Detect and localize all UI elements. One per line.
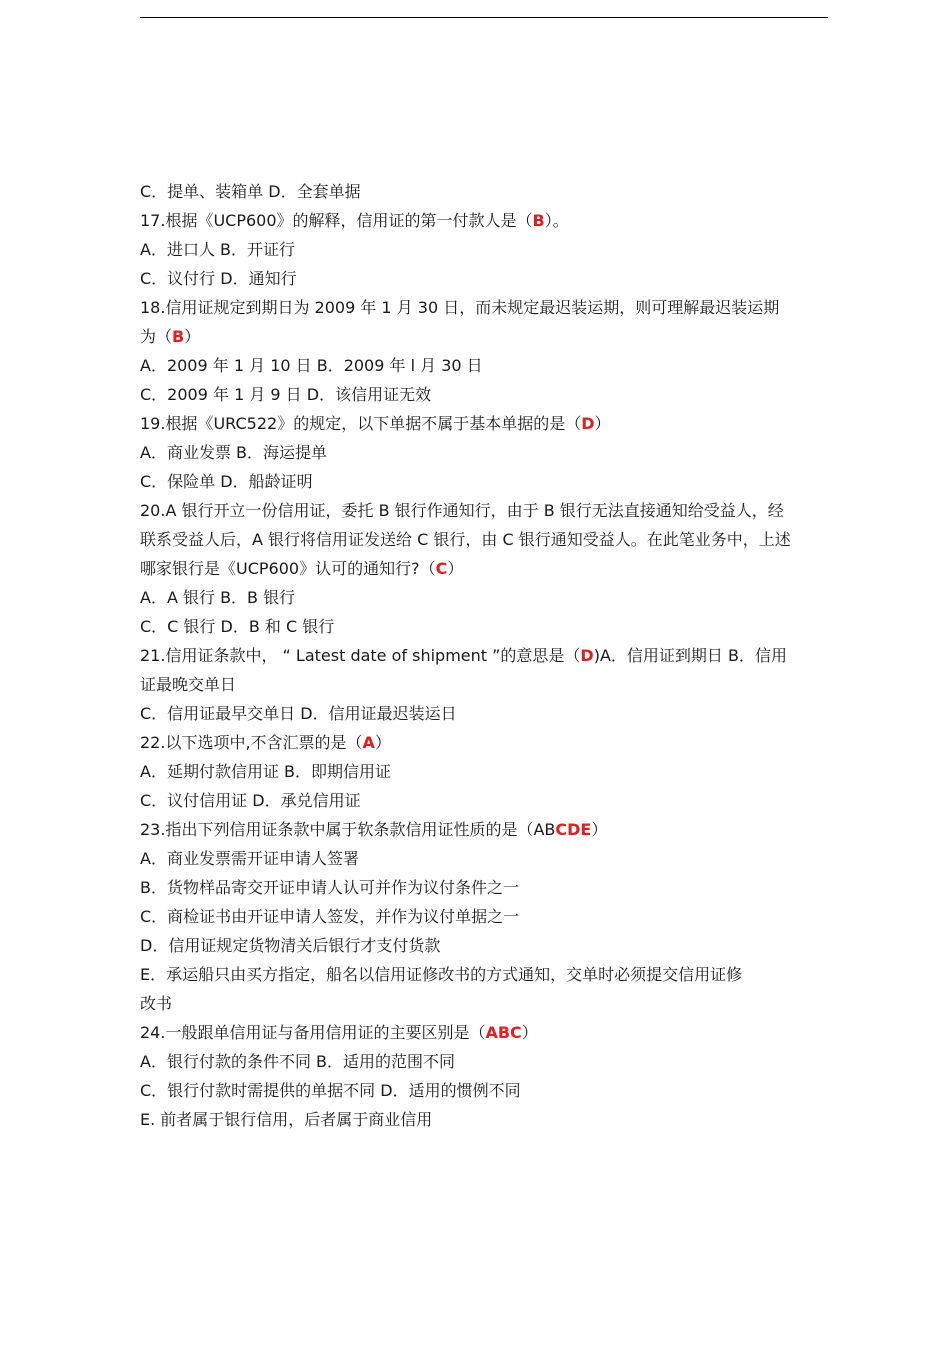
text-line (140, 612, 830, 641)
text-segment: ） (594, 414, 611, 433)
text-segment: 为（ (140, 327, 173, 346)
text-line (140, 438, 830, 467)
text-segment: 22.以下选项中,不含汇票的是（ (140, 733, 363, 752)
answer-key: A (362, 733, 375, 752)
text-segment: A．延期付款信用证 B．即期信用证 (140, 762, 392, 781)
text-line (140, 293, 830, 322)
text-segment: C．商检证书由开证申请人签发，并作为议付单据之一 (140, 907, 520, 926)
text-segment: 23.指出下列信用证条款中属于软条款信用证性质的是（AB (140, 820, 556, 839)
answer-key: CDE (555, 820, 592, 839)
text-line (140, 1047, 830, 1076)
text-segment: D．信用证规定货物清关后银行才支付货款 (140, 936, 441, 955)
text-segment: A．A 银行 B．B 银行 (140, 588, 296, 607)
text-segment: ）。 (544, 211, 569, 230)
text-segment: 哪家银行是《UCP600》认可的通知行?（ (140, 559, 436, 578)
text-line (140, 757, 830, 786)
text-line (140, 844, 830, 873)
text-segment: A．进口人 B．开证行 (140, 240, 296, 259)
text-segment: C．议付信用证 D．承兑信用证 (140, 791, 361, 810)
text-segment: C．银行付款时需提供的单据不同 D．适用的惯例不同 (140, 1081, 521, 1100)
answer-key: B (532, 211, 545, 230)
text-segment: A．2009 年 1 月 10 日 B．2009 年 l 月 30 日 (140, 356, 483, 375)
text-segment: ） (184, 327, 201, 346)
text-line (140, 699, 830, 728)
text-segment: C．2009 年 1 月 9 日 D．该信用证无效 (140, 385, 432, 404)
text-segment: C．保险单 D．船龄证明 (140, 472, 313, 491)
text-line (140, 641, 830, 670)
answer-key: D (581, 414, 595, 433)
text-segment: 20.A 银行开立一份信用证，委托 B 银行作通知行，由于 B 银行无法直接通知给受益人，经 (140, 501, 784, 520)
document-body (140, 177, 830, 1134)
text-segment: ） (591, 820, 608, 839)
text-segment: 17.根据《UCP600》的解释，信用证的第一付款人是（ (140, 211, 533, 230)
text-segment: A．商业发票 B．海运提单 (140, 443, 328, 462)
text-segment: B．货物样品寄交开证申请人认可并作为议付条件之一 (140, 878, 519, 897)
text-segment: E. 前者属于银行信用，后者属于商业信用 (140, 1110, 433, 1129)
answer-key: C (435, 559, 448, 578)
text-segment: )A．信用证到期日 B．信用 (593, 646, 787, 665)
text-line (140, 496, 830, 525)
text-line (140, 177, 830, 206)
text-line (140, 1018, 830, 1047)
text-segment: ） (521, 1023, 538, 1042)
text-segment: C．信用证最早交单日 D．信用证最迟装运日 (140, 704, 457, 723)
text-segment: C．C 银行 D．B 和 C 银行 (140, 617, 335, 636)
text-line (140, 554, 830, 583)
text-segment: 18.信用证规定到期日为 2009 年 1 月 30 日，而未规定最迟装运期，则可理解最迟装运期 (140, 298, 780, 317)
text-segment: 联系受益人后，A 银行将信用证发送给 C 银行，由 C 银行通知受益人。在此笔业务中，上述 (140, 530, 791, 549)
text-line (140, 931, 830, 960)
text-segment: ） (374, 733, 391, 752)
text-line (140, 235, 830, 264)
text-line (140, 206, 830, 235)
text-line (140, 264, 830, 293)
answer-key: B (172, 327, 185, 346)
text-line (140, 1076, 830, 1105)
answer-key: ABC (485, 1023, 522, 1042)
text-line (140, 989, 830, 1018)
text-line (140, 815, 830, 844)
text-line (140, 902, 830, 931)
text-line (140, 1105, 830, 1134)
text-line (140, 583, 830, 612)
text-line (140, 525, 830, 554)
text-line (140, 873, 830, 902)
text-line (140, 467, 830, 496)
text-line (140, 670, 830, 699)
header-rule (140, 17, 828, 18)
text-line (140, 351, 830, 380)
text-line (140, 322, 830, 351)
text-segment: A．商业发票需开证申请人签署 (140, 849, 359, 868)
text-line (140, 960, 830, 989)
text-segment: C．提单、装箱单 D．全套单据 (140, 182, 361, 201)
text-segment: 证最晚交单日 (140, 675, 237, 694)
text-line (140, 409, 830, 438)
text-segment: 改书 (140, 994, 173, 1013)
text-line (140, 728, 830, 757)
text-line (140, 786, 830, 815)
text-segment: E．承运船只由买方指定，船名以信用证修改书的方式通知，交单时必须提交信用证修 (140, 965, 743, 984)
text-segment: ） (447, 559, 464, 578)
text-segment: A．银行付款的条件不同 B．适用的范围不同 (140, 1052, 456, 1071)
text-segment: 24.一般跟单信用证与备用信用证的主要区别是（ (140, 1023, 486, 1042)
text-line (140, 380, 830, 409)
text-segment: 21.信用证条款中， “ Latest date of shipment ”的意思是（ (140, 646, 581, 665)
text-segment: C．议付行 D．通知行 (140, 269, 297, 288)
text-segment: 19.根据《URC522》的规定，以下单据不属于基本单据的是（ (140, 414, 582, 433)
answer-key: D (580, 646, 594, 665)
